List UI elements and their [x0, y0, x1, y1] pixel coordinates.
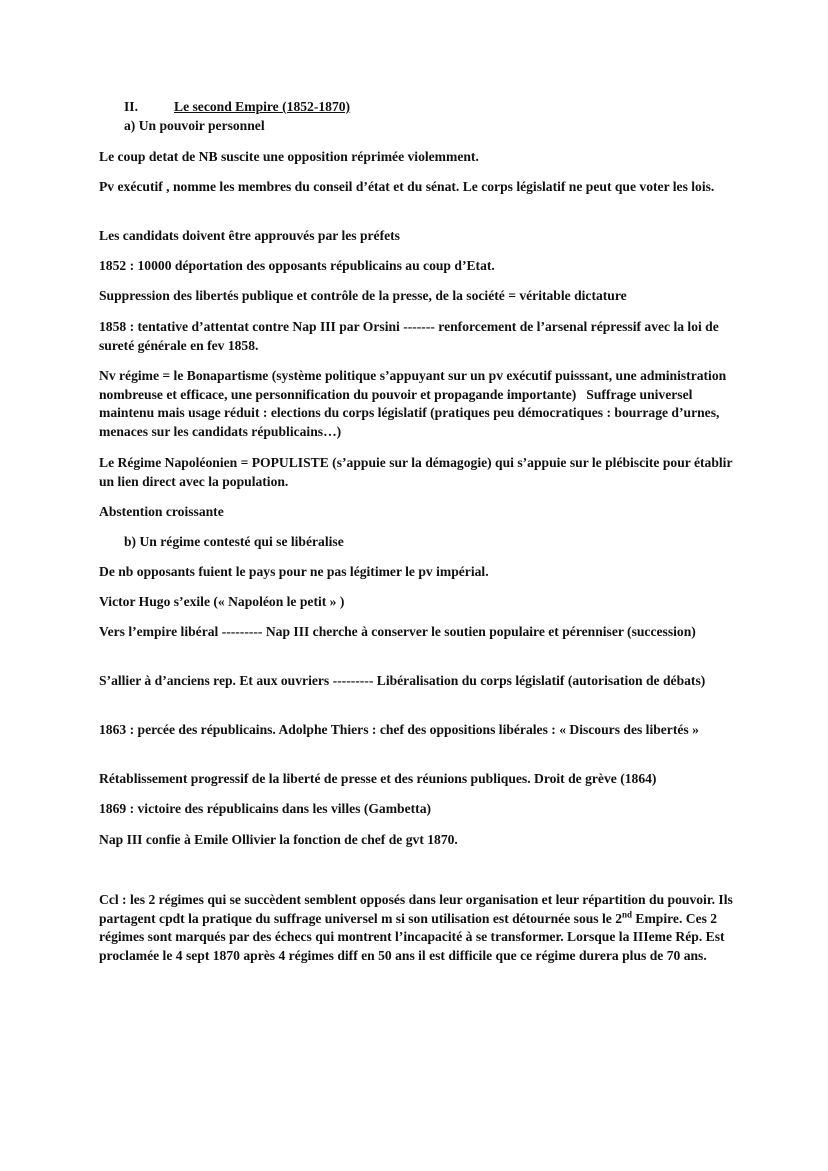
conclusion-text: Empire. Ces 2 régimes sont marqués par des échecs qui montrent l’incapacité à se transformer. Lorsque la IIIeme Rép. Est proclamée le 4 sept 1870 après 4 régimes diff en 50 ans il est difficile que ce régime durera plus de 70 ans. — [99, 910, 725, 963]
paragraph: Abstention croissante — [99, 504, 224, 519]
paragraph: Nap III confie à Emile Ollivier la fonction de chef de gvt 1870. — [99, 832, 458, 847]
conclusion-text: Ccl : les 2 régimes qui se succèdent semblent opposés dans leur organisation et leur répartition du pouvoir. Ils partagent cpdt la pratique du suffrage universel m si son utilisation est détournée sous le 2 — [99, 892, 733, 926]
paragraph: Les candidats doivent être approuvés par les préfets — [99, 228, 400, 243]
subsection-a-heading: a) Un pouvoir personnel — [124, 118, 265, 133]
paragraph: Victor Hugo s’exile (« Napoléon le petit » ) — [99, 594, 345, 609]
paragraph — [99, 367, 739, 441]
paragraph: Vers l’empire libéral --------- Nap III cherche à conserver le soutien populaire et pérenniser (succession) — [99, 624, 696, 639]
paragraph: Pv exécutif , nomme les membres du conseil d’état et du sénat. Le corps législatif ne peut que voter les lois. — [99, 179, 715, 194]
subsection-b-heading: b) Un régime contesté qui se libéralise — [124, 534, 344, 549]
paragraph-part: Nv régime = le Bonapartisme (système politique s’appuyant sur un pv exécutif puisssant, une administration nombreuse et efficace, une personnification du pouvoir et propagande importante) — [99, 368, 727, 402]
paragraph: Suppression des libertés publique et contrôle de la presse, de la société = véritable dictature — [99, 288, 627, 303]
paragraph: Le coup detat de NB suscite une opposition réprimée violemment. — [99, 149, 479, 164]
paragraph: 1858 : tentative d’attentat contre Nap III par Orsini ------- renforcement de l’arsenal répressif avec la loi de sureté générale en fev 1858. — [99, 319, 719, 353]
paragraph: S’allier à d’anciens rep. Et aux ouvriers --------- Libéralisation du corps législatif (autorisation de débats) — [99, 673, 706, 688]
paragraph: 1863 : percée des républicains. Adolphe Thiers : chef des oppositions libérales : « Discours des libertés » — [99, 722, 699, 737]
paragraph-part: Suffrage universel maintenu mais usage réduit : elections du corps législatif (pratiques peu démocratiques : bourrage d’urnes, menaces sur les candidats républicains…) — [99, 386, 720, 439]
paragraph: Le Régime Napoléonien = POPULISTE (s’appuie sur la démagogie) qui s’appuie sur le plébiscite pour établir un lien direct avec la population. — [99, 455, 733, 489]
paragraph: 1852 : 10000 déportation des opposants républicains au coup d’Etat. — [99, 258, 495, 273]
conclusion-paragraph — [99, 891, 739, 965]
ordinal-superscript: nd — [622, 908, 633, 919]
paragraph: 1869 : victoire des républicains dans les villes (Gambetta) — [99, 801, 432, 816]
section-title: Le second Empire (1852-1870) — [174, 99, 351, 114]
paragraph: De nb opposants fuient le pays pour ne pas légitimer le pv impérial. — [99, 564, 489, 579]
section-numeral: II. — [124, 99, 138, 114]
paragraph: Rétablissement progressif de la liberté de presse et des réunions publiques. Droit de grève (1864) — [99, 771, 657, 786]
